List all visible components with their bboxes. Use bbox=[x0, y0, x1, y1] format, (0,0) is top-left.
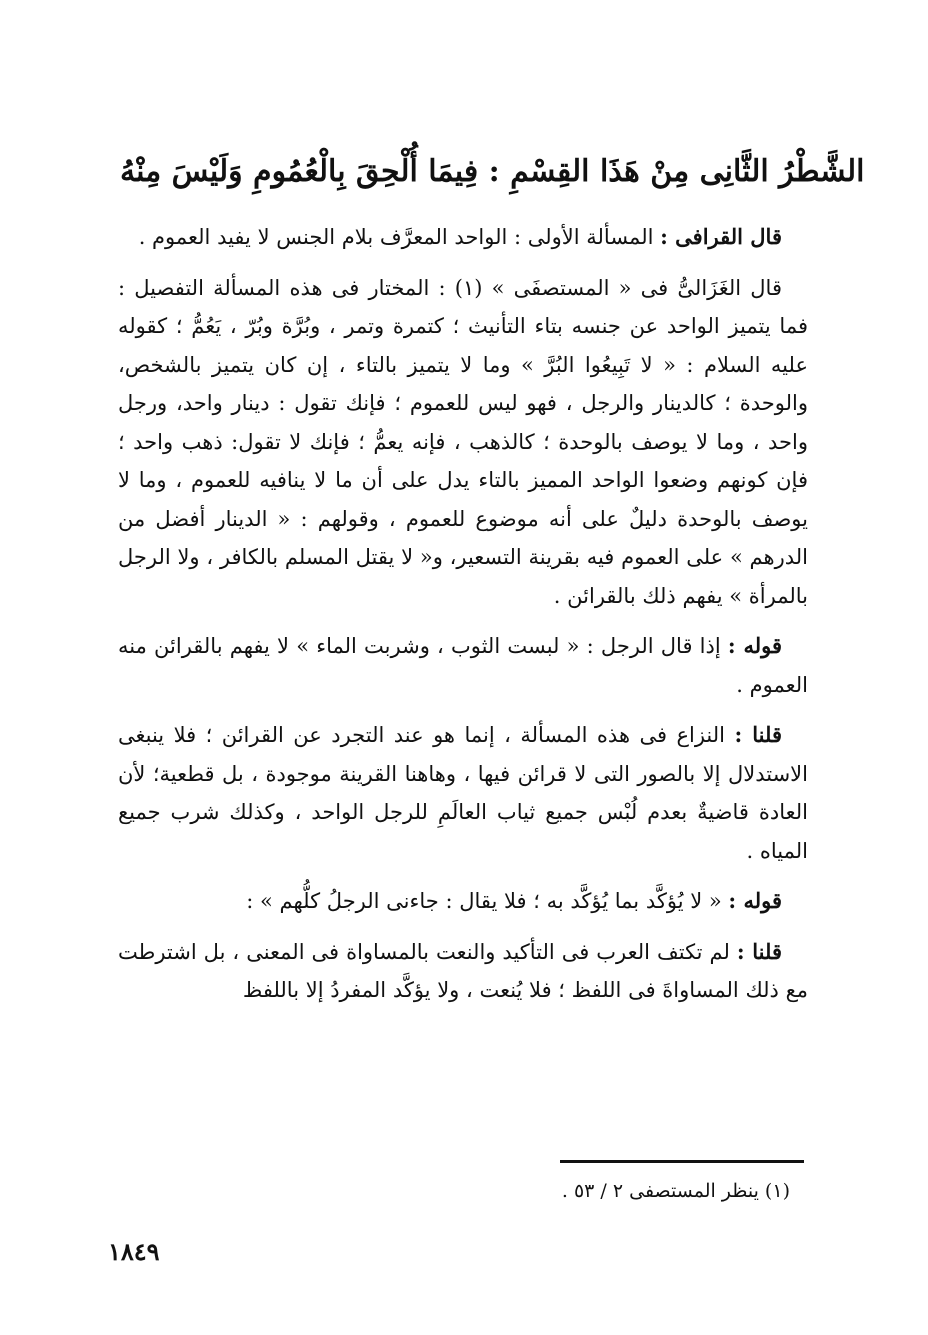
paragraph-5 bbox=[118, 882, 808, 921]
paragraph-lead: قوله : bbox=[727, 633, 783, 658]
paragraph-lead: قال القرافى : bbox=[660, 224, 782, 249]
paragraph-2 bbox=[118, 269, 808, 616]
paragraph-3 bbox=[118, 627, 808, 704]
body-text bbox=[118, 218, 808, 1022]
page-number: ١٨٤٩ bbox=[108, 1237, 160, 1266]
paragraph-text: إذا قال الرجل : « لبست الثوب ، وشربت الماء » لا يفهم بالقرائن منه العموم . bbox=[118, 634, 808, 697]
paragraph-text: « لا يُؤكَّد بما يُؤكَّد به ؛ فلا يقال : جاءنى الرجلُ كلُّهم » : bbox=[246, 889, 729, 913]
paragraph-lead: قلنا : bbox=[734, 722, 782, 747]
paragraph-text: قال الغَزَالىُّ فى « المستصفَى » (١) : المختار فى هذه المسألة التفصيل : فما يتميز الواحد عن جنسه بتاء التأنيث ؛ كتمرة وتمر ، وبُرَّة وبُرّ ، يَعُمُّ ؛ كقوله عليه السلام : « لا تَبِيعُوا البُرَّ » وما لا يتميز بالتاء ، إن كان يتميز بالشخص، والوحدة ؛ كالدينار والرجل ، فهو ليس للعموم ؛ فإنك تقول : دينار واحد، ورجل واحد ، وما لا يوصف بالوحدة ؛ كالذهب ، فإنه يعمُّ ؛ فإنك لا تقول: ذهب واحد ؛ فإن كونهم وضعوا الواحد المميز بالتاء يدل على أن ما لا ينافيه للعموم ، وما لا يوصف بالوحدة دليلٌ على أنه موضوع للعموم ، وقولهم : « الدينار أفضل من الدرهم » على العموم فيه بقرينة التسعير، و« لا يقتل المسلم بالكافر ، ولا الرجل بالمرأة » يفهم ذلك بالقرائن . bbox=[118, 275, 809, 608]
paragraph-text: لم تكتف العرب فى التأكيد والنعت بالمساواة فى المعنى ، بل اشترطت مع ذلك المساواةَ فى اللفظ ؛ فلا يُنعت ، ولا يؤكَّد المفردُ إلا باللفظ bbox=[118, 939, 808, 1002]
paragraph-6 bbox=[118, 933, 808, 1010]
section-heading: الشَّطْرُ الثَّانِى مِنْ هَذَا القِسْمِ : فِيمَا أُلْحِقَ بِالْعُمُومِ وَلَيْسَ مِنْهُ bbox=[120, 154, 865, 189]
paragraph-text: المسألة الأولى : الواحد المعرَّف بلام الجنس لا يفيد العموم . bbox=[138, 225, 661, 249]
paragraph-text: النزاع فى هذه المسألة ، إنما هو عند التجرد عن القرائن ؛ فلا ينبغى الاستدلال إلا بالصور التى لا قرائن فيها ، وهاهنا القرينة موجودة ، بل قطعية؛ لأن العادة قاضيةٌ بعدم لُبْس جميع ثياب العالَمِ للرجل الواحد ، وكذلك شرب جميع المياه . bbox=[118, 723, 808, 863]
paragraph-1 bbox=[118, 218, 808, 257]
paragraph-lead: قوله : bbox=[728, 888, 782, 913]
paragraph-4 bbox=[118, 716, 808, 870]
footnote: (١) ينظر المستصفى ٢ / ٥٣ . bbox=[561, 1180, 790, 1202]
paragraph-lead: قلنا : bbox=[736, 938, 782, 964]
footnote-divider bbox=[560, 1160, 804, 1163]
